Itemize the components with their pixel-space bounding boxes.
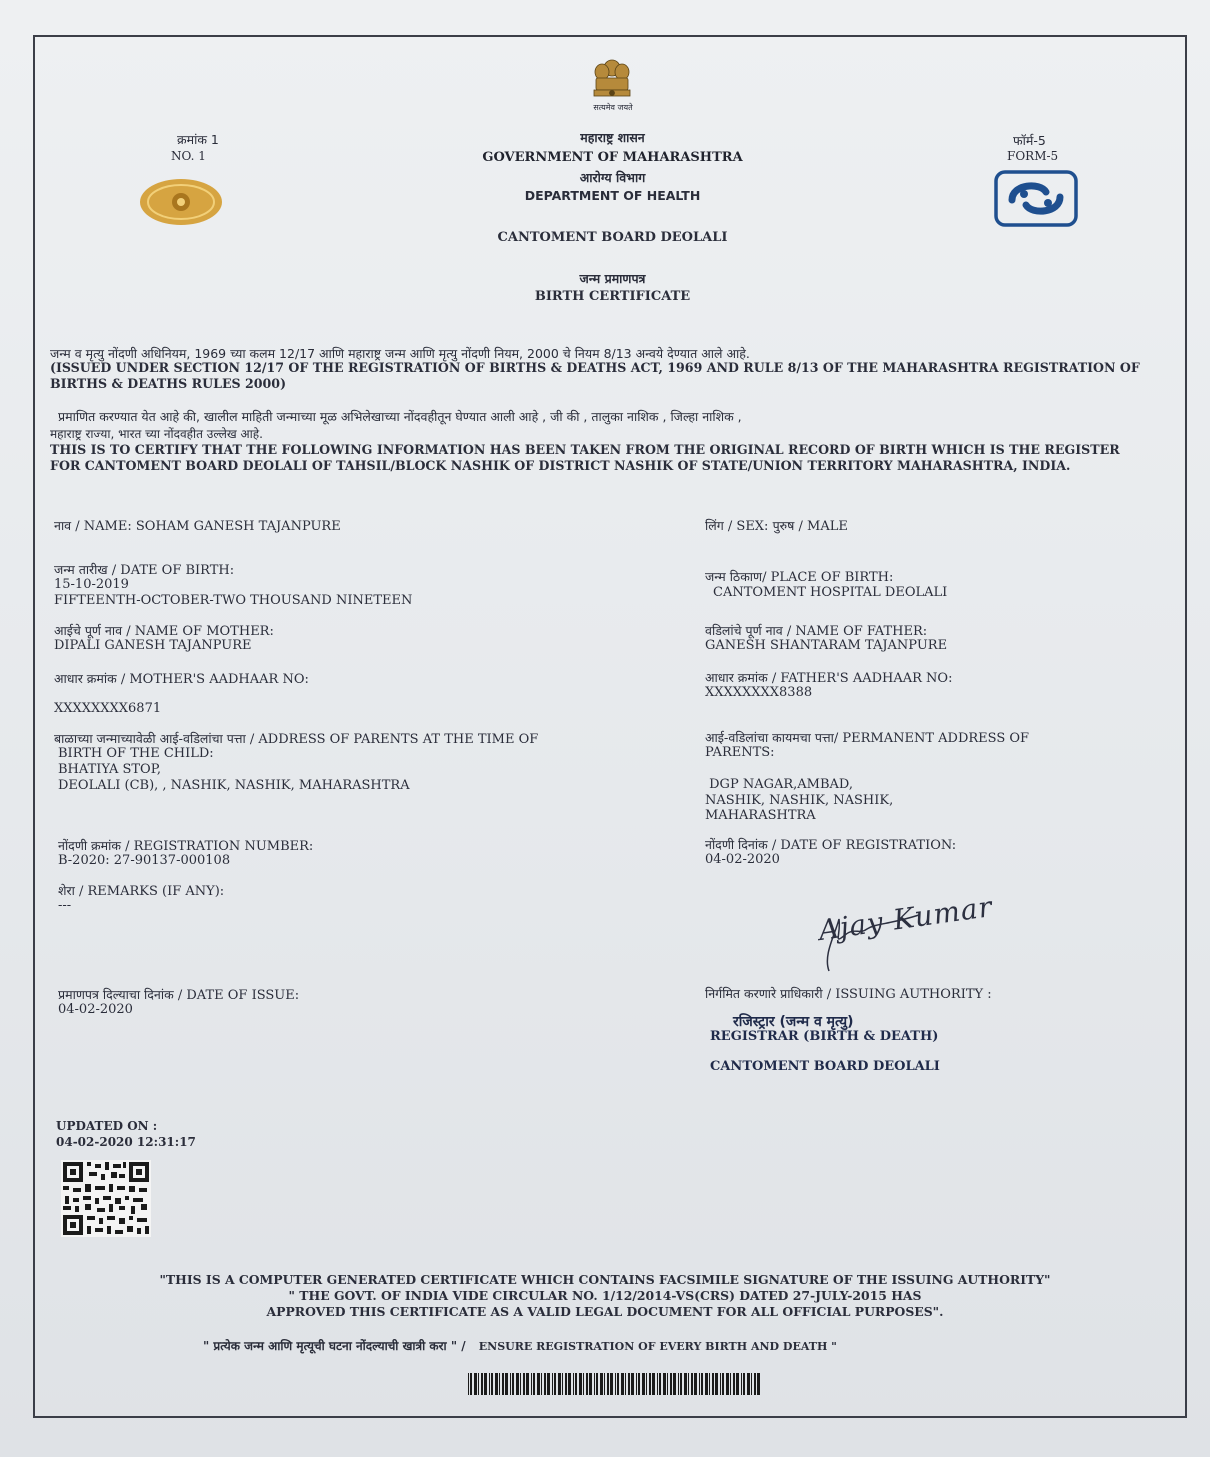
registration-number-value: B-2020: 27-90137-000108	[58, 853, 231, 868]
barcode-bar	[610, 1373, 613, 1395]
barcode-bar	[642, 1373, 645, 1395]
barcode-bar	[730, 1373, 731, 1395]
barcode-bar	[586, 1373, 588, 1395]
issued-under-line-2: BIRTHS & DEATHS RULES 2000)	[50, 376, 287, 391]
number-label: NO. 1	[171, 149, 206, 163]
barcode-bar	[678, 1373, 679, 1395]
issued-under-line-1: (ISSUED UNDER SECTION 12/17 OF THE REGISTRATION OF BIRTHS & DEATHS ACT, 1969 AND RULE 8/13 OF THE MAHARASHTRA REGISTRATION OF	[50, 360, 1140, 375]
number-label-marathi: क्रमांक 1	[177, 132, 219, 147]
name-field: नाव / NAME: SOHAM GANESH TAJANPURE	[54, 518, 341, 534]
registrar-title: REGISTRAR (BIRTH & DEATH)	[710, 1029, 939, 1044]
barcode-bar	[726, 1373, 729, 1395]
barcode-bar	[484, 1373, 487, 1395]
father-aadhaar-label: आधार क्रमांक / FATHER'S AADHAAR NO:	[705, 670, 953, 686]
sex-field: लिंग / SEX: पुरुष / MALE	[705, 518, 848, 534]
crs-logo-icon	[994, 170, 1078, 227]
child-name: SOHAM GANESH TAJANPURE	[135, 519, 341, 534]
certificate-title-marathi: जन्म प्रमाणपत्र	[579, 271, 646, 286]
gold-seal-icon	[139, 178, 223, 226]
barcode-bar	[657, 1373, 658, 1395]
barcode-icon	[468, 1373, 764, 1395]
barcode-bar	[526, 1373, 529, 1395]
barcode-bar	[747, 1373, 750, 1395]
barcode-bar	[502, 1373, 504, 1395]
permanent-address-label-2: PARENTS:	[705, 745, 775, 760]
footer-line-2: " THE GOVT. OF INDIA VIDE CIRCULAR NO. 1/12/2014-VS(CRS) DATED 27-JULY-2015 HAS	[288, 1288, 922, 1303]
address-value-2: DEOLALI (CB), , NASHIK, NASHIK, MAHARASHTRA	[58, 778, 410, 793]
barcode-bar	[667, 1373, 668, 1395]
certify-marathi-line-2: महाराष्ट्र राज्या, भारत च्या नोंदवहीत उल्लेख आहे.	[50, 427, 263, 441]
barcode-bar	[541, 1373, 542, 1395]
barcode-bar	[552, 1373, 553, 1395]
barcode-bar	[754, 1373, 756, 1395]
updated-on-label: UPDATED ON :	[56, 1119, 158, 1133]
address-label: बाळाच्या जन्माच्यावेळी आई-वडिलांचा पत्ता / ADDRESS OF PARENTS AT THE TIME OF	[54, 731, 539, 747]
address-label-2: BIRTH OF THE CHILD:	[58, 746, 214, 761]
barcode-bar	[573, 1373, 574, 1395]
footer-line-3: APPROVED THIS CERTIFICATE AS A VALID LEGAL DOCUMENT FOR ALL OFFICIAL PURPOSES".	[266, 1304, 944, 1319]
barcode-bar	[565, 1373, 567, 1395]
barcode-bar	[617, 1373, 619, 1395]
barcode-bar	[709, 1373, 710, 1395]
barcode-bar	[733, 1373, 735, 1395]
registration-date-value: 04-02-2020	[705, 852, 780, 867]
barcode-bar	[625, 1373, 626, 1395]
barcode-bar	[516, 1373, 519, 1395]
barcode-bar	[554, 1373, 556, 1395]
barcode-bar	[531, 1373, 532, 1395]
barcode-bar	[478, 1373, 479, 1395]
barcode-bar	[607, 1373, 609, 1395]
barcode-bar	[520, 1373, 521, 1395]
barcode-bar	[594, 1373, 595, 1395]
barcode-bar	[715, 1373, 718, 1395]
barcode-bar	[699, 1373, 700, 1395]
barcode-bar	[638, 1373, 640, 1395]
barcode-bar	[512, 1373, 514, 1395]
barcode-bar	[468, 1373, 469, 1395]
dept-title-marathi: आरोग्य विभाग	[579, 170, 646, 185]
dob-value: 15-10-2019	[54, 577, 129, 592]
barcode-bar	[615, 1373, 616, 1395]
barcode-bar	[691, 1373, 693, 1395]
barcode-bar	[680, 1373, 682, 1395]
permanent-address-value-3: MAHARASHTRA	[705, 808, 816, 823]
mother-value: DIPALI GANESH TAJANPURE	[54, 638, 252, 653]
barcode-bar	[705, 1373, 708, 1395]
barcode-bar	[684, 1373, 687, 1395]
barcode-bar	[547, 1373, 550, 1395]
barcode-bar	[741, 1373, 742, 1395]
barcode-bar	[568, 1373, 571, 1395]
barcode-bar	[631, 1373, 634, 1395]
barcode-bar	[722, 1373, 724, 1395]
slogan	[203, 1335, 837, 1354]
barcode-bar	[510, 1373, 511, 1395]
barcode-bar	[600, 1373, 603, 1395]
emblem-motto: सत्यमेव जयते	[593, 103, 633, 112]
gov-title-marathi: महाराष्ट्र शासन	[580, 130, 645, 145]
form-label-marathi: फॉर्म-5	[1013, 133, 1046, 148]
barcode-bar	[628, 1373, 630, 1395]
issuing-authority-label: निर्गमित करणारे प्राधिकारी / ISSUING AUTHORITY :	[705, 986, 992, 1002]
mother-aadhaar-value: XXXXXXXX6871	[54, 701, 162, 716]
barcode-bar	[589, 1373, 592, 1395]
barcode-bar	[604, 1373, 605, 1395]
barcode-bar	[751, 1373, 752, 1395]
pob-value: CANTOMENT HOSPITAL DEOLALI	[713, 585, 948, 600]
mother-aadhaar-label: आधार क्रमांक / MOTHER'S AADHAAR NO:	[54, 671, 309, 687]
authority-board: CANTOMENT BOARD DEOLALI	[710, 1059, 940, 1074]
mother-label: आईचे पूर्ण नाव / NAME OF MOTHER:	[54, 623, 274, 639]
signature-stroke-icon	[815, 905, 925, 975]
barcode-bar	[489, 1373, 490, 1395]
barcode-bar	[505, 1373, 508, 1395]
pob-label: जन्म ठिकाण/ PLACE OF BIRTH:	[705, 569, 894, 585]
barcode-bar	[596, 1373, 598, 1395]
barcode-bar	[583, 1373, 584, 1395]
barcode-bar	[636, 1373, 637, 1395]
permanent-address-value-1: DGP NAGAR,AMBAD,	[705, 777, 854, 792]
barcode-bar	[659, 1373, 661, 1395]
issue-date-label: प्रमाणपत्र दिल्याचा दिनांक / DATE OF ISSUE:	[58, 987, 300, 1003]
permanent-address-value-2: NASHIK, NASHIK, NASHIK,	[705, 793, 894, 808]
issue-date-value: 04-02-2020	[58, 1002, 133, 1017]
dob-label: जन्म तारीख / DATE OF BIRTH:	[54, 562, 235, 578]
registrar-title-marathi: रजिस्ट्रार (जन्म व मृत्यु)	[733, 1014, 854, 1030]
barcode-bar	[701, 1373, 703, 1395]
gov-title: GOVERNMENT OF MAHARASHTRA	[482, 150, 743, 165]
slogan-english: ENSURE REGISTRATION OF EVERY BIRTH AND DEATH "	[478, 1340, 837, 1353]
barcode-bar	[736, 1373, 739, 1395]
barcode-bar	[533, 1373, 535, 1395]
barcode-bar	[523, 1373, 525, 1395]
dept-title: DEPARTMENT OF HEALTH	[524, 188, 701, 203]
certify-marathi-line-1: प्रमाणित करण्यात येत आहे की, खालील माहिती जन्माच्या मूळ अभिलेखाच्या नोंदवहीतून घेण्यात आली आहे , जी की , तालुका नाशिक , जिल्हा नाशिक ,	[58, 409, 742, 424]
barcode-bar	[537, 1373, 540, 1395]
certify-line-2: FOR CANTOMENT BOARD DEOLALI OF TAHSIL/BLOCK NASHIK OF DISTRICT NASHIK OF STATE/UNION TERRITORY MAHARASHTRA, INDIA.	[50, 458, 1071, 473]
barcode-bar	[673, 1373, 676, 1395]
remarks-label: शेरा / REMARKS (IF ANY):	[58, 883, 225, 899]
certificate-title: BIRTH CERTIFICATE	[534, 289, 691, 304]
barcode-bar	[743, 1373, 745, 1395]
barcode-bar	[670, 1373, 672, 1395]
registration-number-label: नोंदणी क्रमांक / REGISTRATION NUMBER:	[58, 838, 314, 854]
barcode-bar	[649, 1373, 651, 1395]
father-value: GANESH SHANTARAM TAJANPURE	[705, 638, 948, 653]
registration-date-label: नोंदणी दिनांक / DATE OF REGISTRATION:	[705, 837, 957, 853]
barcode-bar	[579, 1373, 582, 1395]
barcode-bar	[712, 1373, 714, 1395]
barcode-bar	[621, 1373, 624, 1395]
qr-code-icon	[61, 1160, 151, 1237]
barcode-bar	[474, 1373, 477, 1395]
barcode-bar	[652, 1373, 655, 1395]
father-label: वडिलांचे पूर्ण नाव / NAME OF FATHER:	[705, 623, 928, 639]
barcode-bar	[544, 1373, 546, 1395]
form-label: FORM-5	[1007, 149, 1059, 163]
issued-under-marathi: जन्म व मृत्यु नोंदणी अधिनियम, 1969 च्या कलम 12/17 आणि महाराष्ट्र जन्म आणि मृत्यु नोंदणी नियम, 2000 चे नियम 8/13 अन्वये देण्यात आले आहे.	[50, 346, 750, 361]
barcode-bar	[757, 1373, 760, 1395]
barcode-bar	[558, 1373, 561, 1395]
dob-words: FIFTEENTH-OCTOBER-TWO THOUSAND NINETEEN	[54, 593, 413, 608]
barcode-bar	[491, 1373, 493, 1395]
barcode-bar	[646, 1373, 647, 1395]
barcode-bar	[694, 1373, 697, 1395]
slogan-marathi: " प्रत्येक जन्म आणि मृत्यूची घटना नोंदल्याची खात्री करा " /	[203, 1339, 466, 1353]
signature: Ajay Kumar	[816, 889, 995, 948]
barcode-bar	[575, 1373, 577, 1395]
address-value-1: BHATIYA STOP,	[58, 762, 161, 777]
permanent-address-label: आई-वडिलांचा कायमचा पत्ता/ PERMANENT ADDRESS OF	[705, 730, 1030, 746]
footer-line-1: "THIS IS A COMPUTER GENERATED CERTIFICATE WHICH CONTAINS FACSIMILE SIGNATURE OF THE ISSUING AUTHORITY"	[159, 1272, 1051, 1287]
father-aadhaar-value: XXXXXXXX8388	[705, 685, 813, 700]
barcode-bar	[470, 1373, 472, 1395]
barcode-bar	[720, 1373, 721, 1395]
updated-on-value: 04-02-2020 12:31:17	[56, 1135, 196, 1149]
certify-line-1: THIS IS TO CERTIFY THAT THE FOLLOWING INFORMATION HAS BEEN TAKEN FROM THE ORIGINAL RECORD OF BIRTH WHICH IS THE REGISTER	[50, 442, 1120, 457]
remarks-value: ---	[58, 898, 72, 913]
barcode-bar	[499, 1373, 500, 1395]
barcode-bar	[663, 1373, 666, 1395]
board-title: CANTOMENT BOARD DEOLALI	[497, 230, 728, 245]
barcode-bar	[481, 1373, 483, 1395]
barcode-bar	[495, 1373, 498, 1395]
barcode-bar	[688, 1373, 689, 1395]
barcode-bar	[562, 1373, 563, 1395]
